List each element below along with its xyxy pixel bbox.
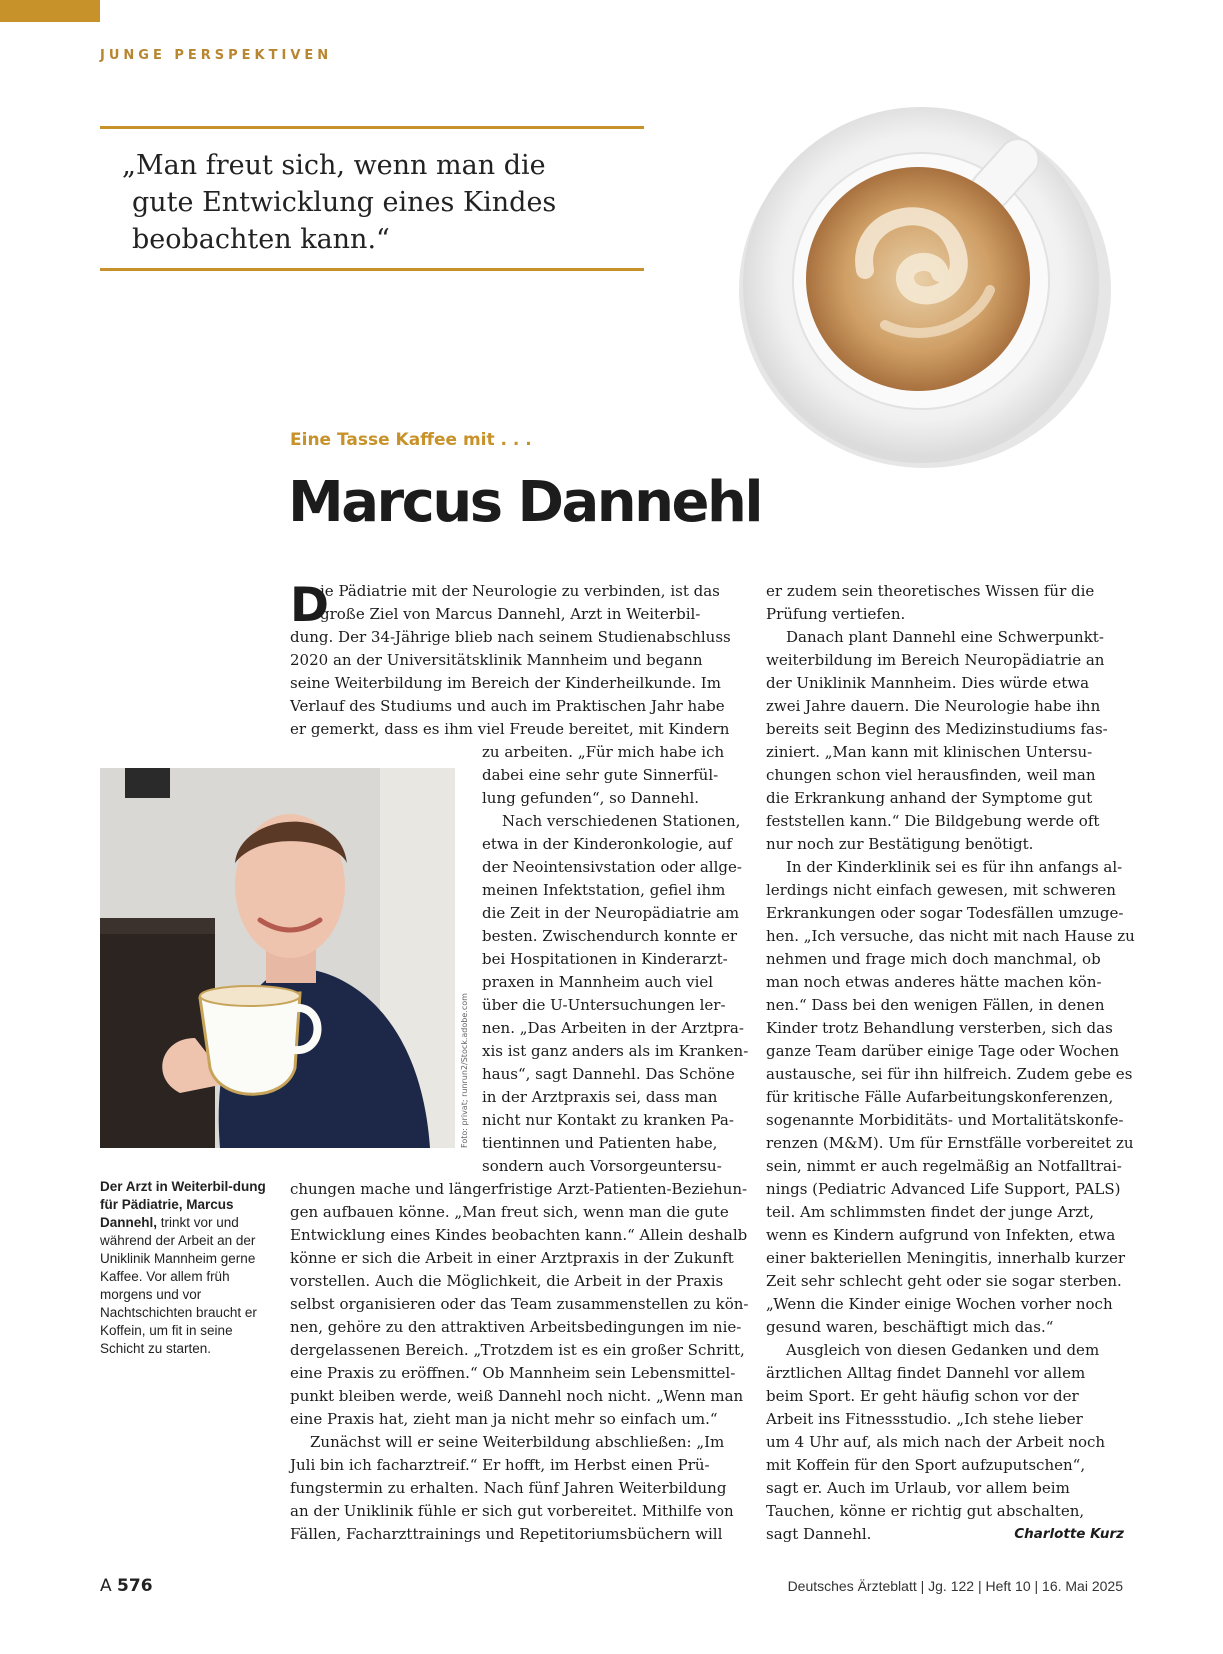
text-line: man noch etwas anderes hätte machen kön- [766,973,1102,991]
text-line: praxen in Mannheim auch viel [482,973,714,991]
text-line: Zunächst will er seine Weiterbildung abschließen: „Im [310,1433,725,1451]
text-line: Erkrankungen oder sogar Todesfällen umzuge- [766,904,1124,922]
pull-quote [100,126,644,271]
text-line: über die U-Untersuchungen ler- [482,996,726,1014]
text-line: nehmen und frage mich doch manchmal, ob [766,950,1101,968]
text-line: der Neointensivstation oder allge- [482,858,742,876]
text-line: etwa in der Kinderonkologie, auf [482,835,733,853]
text-line: austausche, sei für ihn hilfreich. Zudem gebe es [766,1065,1133,1083]
text-line: sogenannte Morbiditäts- und Mortalitätskonfe- [766,1111,1124,1129]
text-line: weiterbildung im Bereich Neuropädiatrie an [766,651,1105,669]
text-line: bei Hospitationen in Kinderarzt- [482,950,728,968]
text-line: besten. Zwischendurch konnte er [482,927,738,945]
text-line: der Uniklinik Mannheim. Dies würde etwa [766,674,1090,692]
text-line: haus“, sagt Dannehl. Das Schöne [482,1065,735,1083]
text-line: vorstellen. Auch die Möglichkeit, die Arbeit in der Praxis [290,1272,724,1290]
text-line: Tauchen, könne er richtig gut abschalten, [766,1502,1085,1520]
text-line: nicht nur Kontakt zu kranken Pa- [482,1111,734,1129]
text-line: Arbeit ins Fitnessstudio. „Ich stehe lieber [766,1410,1083,1428]
section-label: JUNGE PERSPEKTIVEN [100,48,333,63]
text-line: ärztlichen Alltag findet Dannehl vor allem [766,1364,1086,1382]
text-line: Verlauf des Studiums und auch im Praktischen Jahr habe [290,697,725,715]
text-line: punkt bleiben werde, weiß Dannehl noch nicht. „Wenn man [290,1387,744,1405]
page-number-value: 576 [117,1576,153,1596]
text-line: meinen Infektstation, gefiel ihm [482,881,726,899]
text-line: Entwicklung eines Kindes beobachten kann.“ Allein deshalb [290,1226,748,1244]
pull-quote-line: gute Entwicklung eines Kindes [132,187,557,218]
text-line: dung. Der 34-Jährige blieb nach seinem Studienabschluss [290,628,731,646]
text-line: nings (Pediatric Advanced Life Support, PALS) [766,1180,1121,1198]
text-line: tientinnen und Patienten habe, [482,1134,718,1152]
section-color-bar [0,0,100,22]
article-kicker: Eine Tasse Kaffee mit . . . [290,430,532,450]
text-line: Fällen, Facharzttrainings und Repetitoriumsbüchern will [290,1525,723,1543]
text-line: nen. „Das Arbeiten in der Arztpra- [482,1019,744,1037]
author-name: Charlotte Kurz [1014,1526,1124,1542]
text-line: gesund waren, beschäftigt mich das.“ [766,1318,1054,1336]
article-column-1 [290,580,749,1546]
text-line: um 4 Uhr auf, als mich nach der Arbeit noch [766,1433,1106,1451]
text-line: große Ziel von Marcus Dannehl, Arzt in Weiterbil- [320,605,701,623]
text-line: für kritische Fälle Aufarbeitungskonferenzen, [766,1088,1114,1106]
text-line: zu arbeiten. „Für mich habe ich [482,743,725,761]
text-line: ziniert. „Man kann mit klinischen Untersu- [766,743,1093,761]
text-line: Zeit sehr schlecht geht oder sie sogar sterben. [766,1272,1122,1290]
photo-credit: Foto: privat; runrun2/Stock.adobe.com [460,993,469,1148]
text-line: dabei eine sehr gute Sinnerfül- [482,766,719,784]
text-line: nur noch zur Bestätigung benötigt. [766,835,1034,853]
text-line: Prüfung vertiefen. [766,605,906,623]
text-line: die Zeit in der Neuropädiatrie am [482,904,740,922]
caption-lead: Der Arzt in Weiterbil-dung für Pädiatrie, Marcus Dannehl, [100,1179,266,1230]
text-line: Juli bin ich facharztreif.“ Er hofft, im Herbst einen Prü- [290,1456,710,1474]
text-line: seine Weiterbildung im Bereich der Kinderheilkunde. Im [290,674,721,692]
text-line: er zudem sein theoretisches Wissen für die [766,582,1095,600]
article-column-2 [766,580,1135,1546]
text-line: Danach plant Dannehl eine Schwerpunkt- [786,628,1104,646]
article-headline: Marcus Dannehl [288,470,762,535]
photo-caption [100,1178,270,1358]
text-line: in der Arztpraxis sei, dass man [482,1088,718,1106]
text-line: bereits seit Beginn des Medizinstudiums fas- [766,720,1108,738]
text-line: Nach verschiedenen Stationen, [502,812,741,830]
text-line: „Wenn die Kinder einige Wochen vorher noch [766,1295,1113,1313]
page-number [100,1576,153,1596]
text-line: chungen schon viel herausfinden, weil man [766,766,1096,784]
text-line: eine Praxis zu eröffnen.“ Ob Mannheim sein Lebensmittel- [290,1364,736,1382]
text-line: Kinder trotz Behandlung versterben, sich das [766,1019,1113,1037]
text-line: mit Koffein für den Sport aufzuputschen“, [766,1456,1086,1474]
text-line: sagt Dannehl. [766,1525,872,1543]
text-line: zwei Jahre dauern. Die Neurologie habe ihn [766,697,1101,715]
text-line: an der Uniklinik fühle er sich gut vorbereitet. Mithilfe von [290,1502,734,1520]
text-line: xis ist ganz anders als im Kranken- [482,1042,749,1060]
drop-cap: D [290,578,330,633]
text-line: beim Sport. Er geht häufig schon vor der [766,1387,1079,1405]
caption-text: trinkt vor und während der Arbeit an der Uniklinik Mannheim gerne Kaffee. Vor allem früh morgens und vor Nachtschichten braucht er Koffein, um fit in seine Schicht zu starten. [100,1215,257,1356]
page-prefix: A [100,1576,112,1596]
final-line [766,1523,1124,1546]
text-line: chungen mache und längerfristige Arzt-Patienten-Beziehun- [290,1180,748,1198]
journal-info: Deutsches Ärzteblatt | Jg. 122 | Heft 10 | 16. Mai 2025 [787,1578,1123,1594]
text-line: dergelassenen Bereich. „Trotzdem ist es ein großer Schritt, [290,1341,745,1359]
text-line: renzen (M&M). Um für Ernstfälle vorbereitet zu [766,1134,1134,1152]
pull-quote-line: beobachten kann.“ [132,224,390,255]
text-line: lung gefunden“, so Dannehl. [482,789,700,807]
text-line: ie Pädiatrie mit der Neurologie zu verbinden, ist das [320,582,720,600]
text-line: In der Kinderklinik sei es für ihn anfangs al- [786,858,1123,876]
text-line: nen.“ Dass bei den wenigen Fällen, in denen [766,996,1105,1014]
coffee-cup-image [735,95,1115,475]
text-line: sein, nimmt er auch regelmäßig an Notfalltrai- [766,1157,1122,1175]
text-line: sondern auch Vorsorgeuntersu- [482,1157,722,1175]
text-line: feststellen kann.“ Die Bildgebung werde oft [766,812,1100,830]
text-line: wenn es Kindern aufgrund von Infekten, etwa [766,1226,1116,1244]
text-line: die Erkrankung anhand der Symptome gut [766,789,1093,807]
text-line: sagt er. Auch im Urlaub, vor allem beim [766,1479,1070,1497]
text-line: hen. „Ich versuche, das nicht mit nach Hause zu [766,927,1135,945]
text-line: selbst organisieren oder das Team zusammenstellen zu kön- [290,1295,749,1313]
pull-quote-line: „Man freut sich, wenn man die [122,150,546,181]
text-line: lerdings nicht einfach gewesen, mit schweren [766,881,1116,899]
text-line: nen, gehöre zu den attraktiven Arbeitsbedingungen im nie- [290,1318,742,1336]
text-line: 2020 an der Universitätsklinik Mannheim und begann [290,651,703,669]
text-line: er gemerkt, dass es ihm viel Freude bereitet, mit Kindern [290,720,730,738]
text-line: fungstermin zu erhalten. Nach fünf Jahren Weiterbildung [290,1479,727,1497]
text-line: könne er sich die Arbeit in einer Arztpraxis in der Zukunft [290,1249,734,1267]
text-line: eine Praxis hat, zieht man ja nicht mehr so einfach um.“ [290,1410,718,1428]
text-line: einer bakteriellen Meningitis, innerhalb kurzer [766,1249,1126,1267]
text-line: Ausgleich von diesen Gedanken und dem [786,1341,1100,1359]
text-line: ganze Team darüber einige Tage oder Wochen [766,1042,1120,1060]
text-line: teil. Am schlimmsten findet der junge Arzt, [766,1203,1094,1221]
text-line: gen aufbauen könne. „Man freut sich, wenn man die gute [290,1203,729,1221]
